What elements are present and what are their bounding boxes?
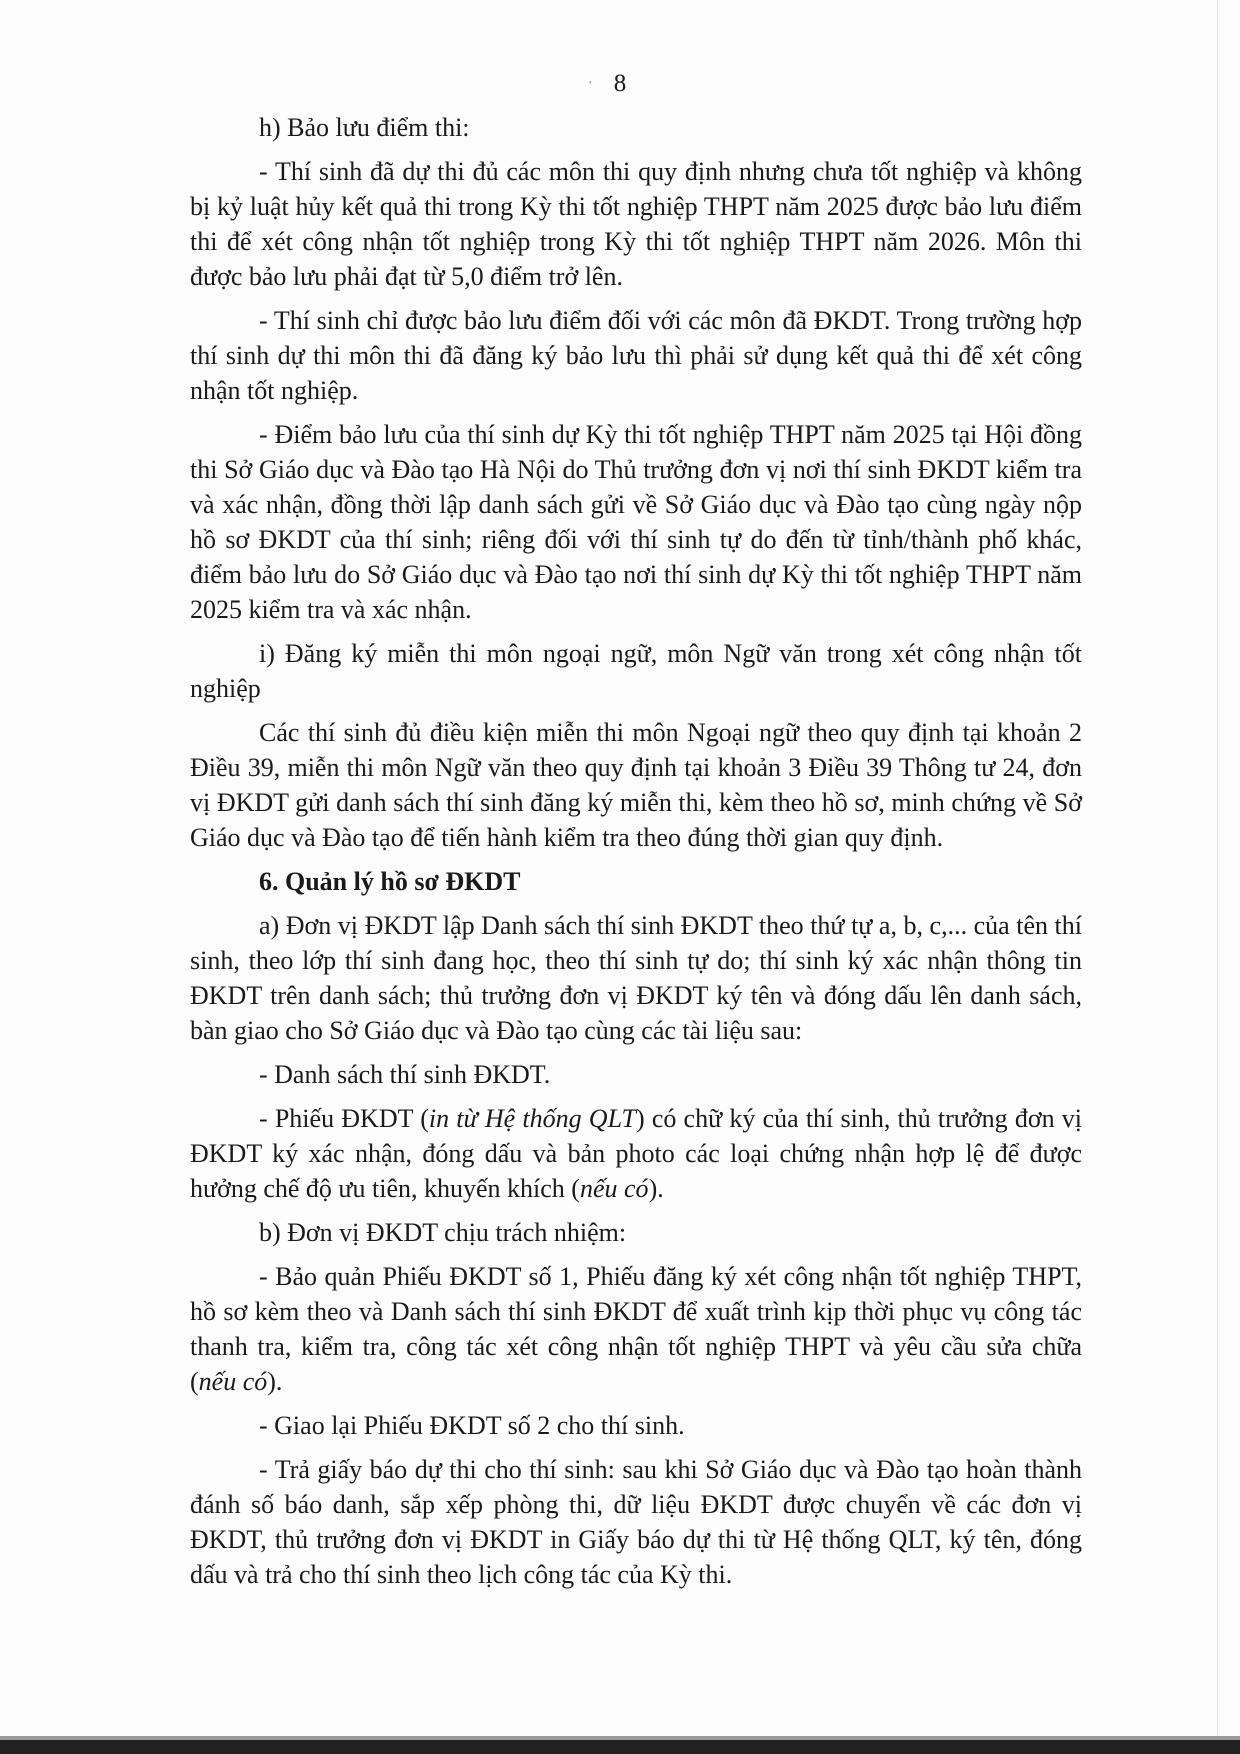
paragraph-list-item-preserve-forms bbox=[190, 1259, 1082, 1399]
page-number: 8 bbox=[613, 70, 627, 97]
paragraph-a-candidate-list: a) Đơn vị ĐKDT lập Danh sách thí sinh ĐKDT theo thứ tự a, b, c,... của tên thí sinh, theo lớp thí sinh đang học, theo thí sinh tự do; thí sinh ký xác nhận thông tin ĐKDT trên danh sách; thủ trưởng đơn vị ĐKDT ký tên và đóng dấu lên danh sách, bàn giao cho Sở Giáo dục và Đào tạo cùng các tài liệu sau: bbox=[190, 911, 1082, 1045]
text-run: - Bảo quản Phiếu ĐKDT số 1, Phiếu đăng ký xét công nhận tốt nghiệp THPT, hồ sơ kèm theo và Danh sách thí sinh ĐKDT để xuất trình kịp thời phục vụ công tác thanh tra, kiểm tra, công tác xét công nhận tốt nghiệp THPT và yêu cầu sửa chữa ( bbox=[190, 1262, 1082, 1396]
paragraph-reserve-eligibility: - Thí sinh đã dự thi đủ các môn thi quy định nhưng chưa tốt nghiệp và không bị kỷ luật hủy kết quả thi trong Kỳ thi tốt nghiệp THPT năm 2025 được bảo lưu điểm thi để xét công nhận tốt nghiệp trong Kỳ thi tốt nghiệp THPT năm 2026. Môn thi được bảo lưu phải đạt từ 5,0 điểm trở lên. bbox=[190, 157, 1082, 291]
scan-edge-line bbox=[1217, 0, 1218, 1754]
paragraph-b-responsibilities: b) Đơn vị ĐKDT chịu trách nhiệm: bbox=[259, 1218, 627, 1247]
italic-text-run: in từ Hệ thống QLT bbox=[428, 1104, 636, 1133]
paragraph-reserve-registered-subjects: - Thí sinh chỉ được bảo lưu điểm đối với các môn đã ĐKDT. Trong trường hợp thí sinh dự thi môn thi đã đăng ký bảo lưu thì phải sử dụng kết quả thi để xét công nhận tốt nghiệp. bbox=[190, 306, 1082, 405]
scan-bottom-border bbox=[0, 1740, 1240, 1754]
paragraph-list-item-return-form-2: - Giao lại Phiếu ĐKDT số 2 cho thí sinh. bbox=[259, 1411, 685, 1440]
text-run: ) có chữ ký của thí sinh, thủ trưởng đơn vị ĐKDT ký xác nhận, đóng dấu và bản photo các loại chứng nhận hợp lệ để được hưởng chế độ ưu tiên, khuyến khích ( bbox=[190, 1104, 1082, 1203]
text-run: - Phiếu ĐKDT ( bbox=[259, 1104, 429, 1133]
paragraph-reserve-verification: - Điểm bảo lưu của thí sinh dự Kỳ thi tốt nghiệp THPT năm 2025 tại Hội đồng thi Sở Giáo dục và Đào tạo Hà Nội do Thủ trưởng đơn vị nơi thí sinh ĐKDT kiểm tra và xác nhận, đồng thời lập danh sách gửi về Sở Giáo dục và Đào tạo cùng ngày nộp hồ sơ ĐKDT của thí sinh; riêng đối với thí sinh tự do đến từ tỉnh/thành phố khác, điểm bảo lưu do Sở Giáo dục và Đào tạo nơi thí sinh dự Kỳ thi tốt nghiệp THPT năm 2025 kiểm tra và xác nhận. bbox=[190, 420, 1082, 624]
text-run: ). bbox=[648, 1174, 664, 1203]
subheading-h-reserve-scores: h) Bảo lưu điểm thi: bbox=[259, 113, 470, 142]
text-run: ). bbox=[267, 1367, 283, 1396]
document-body bbox=[190, 110, 1082, 1601]
paragraph-list-item-exam-notice: - Trả giấy báo dự thi cho thí sinh: sau khi Sở Giáo dục và Đào tạo hoàn thành đánh số báo danh, sắp xếp phòng thi, dữ liệu ĐKDT được chuyển về các đơn vị ĐKDT, thủ trưởng đơn vị ĐKDT in Giấy báo dự thi từ Hệ thống QLT, ký tên, đóng dấu và trả cho thí sinh theo lịch công tác của Kỳ thi. bbox=[190, 1455, 1082, 1589]
section-heading-6: 6. Quản lý hồ sơ ĐKDT bbox=[259, 867, 521, 896]
italic-text-run: nếu có bbox=[579, 1174, 649, 1203]
paragraph-list-item-registration-form bbox=[190, 1101, 1082, 1206]
paragraph-list-item-candidate-list: - Danh sách thí sinh ĐKDT. bbox=[259, 1060, 551, 1089]
scan-dot-mark: · bbox=[588, 76, 593, 91]
paragraph-exemption-conditions: Các thí sinh đủ điều kiện miễn thi môn Ngoại ngữ theo quy định tại khoản 2 Điều 39, miễn thi môn Ngữ văn theo quy định tại khoản 3 Điều 39 Thông tư 24, đơn vị ĐKDT gửi danh sách thí sinh đăng ký miễn thi, kèm theo hồ sơ, minh chứng về Sở Giáo dục và Đào tạo để tiến hành kiểm tra theo đúng thời gian quy định. bbox=[190, 718, 1082, 852]
subheading-i-exemption: i) Đăng ký miễn thi môn ngoại ngữ, môn Ngữ văn trong xét công nhận tốt nghiệp bbox=[190, 639, 1082, 703]
italic-text-run: nếu có bbox=[198, 1367, 268, 1396]
